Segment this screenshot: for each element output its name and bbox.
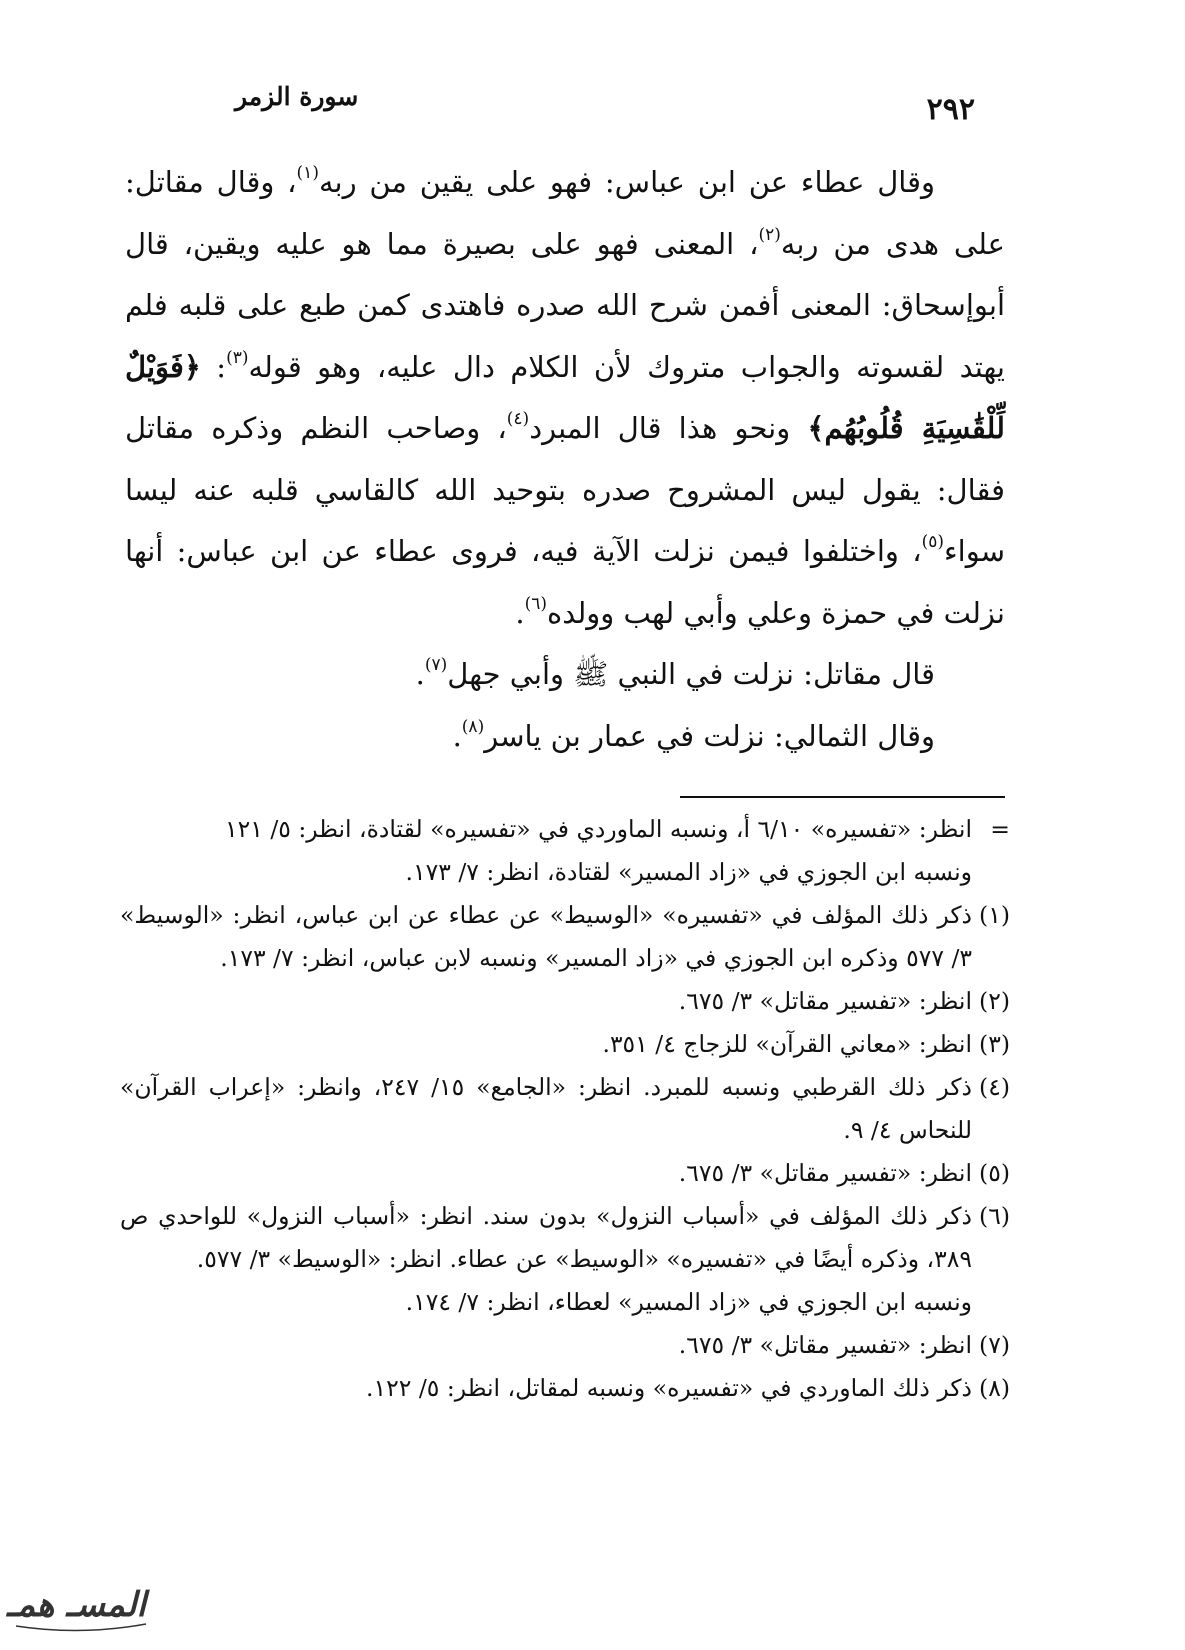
footnotes: [120, 808, 1010, 1410]
footnote-mark: (٤): [979, 1073, 1010, 1101]
footnote-3: [120, 1023, 1010, 1066]
footnote-mark: (٨): [979, 1374, 1010, 1402]
footnote-ref-6: (٦): [524, 593, 548, 614]
footnote-ref-5: (٥): [921, 532, 945, 552]
footnote-ref-8: (٨): [461, 716, 485, 737]
main-text: [125, 152, 1005, 767]
footnote-mark: (٣): [979, 1030, 1010, 1058]
page-number: ٢٩٢: [926, 92, 975, 127]
text-span: ، واختلفوا فيمن نزلت الآية فيه، فروى عطاء عن ابن عباس: أنها نزلت في حمزة وعلي وأبي لهب وولده: [125, 534, 1005, 630]
text-span: .: [452, 718, 462, 753]
footnote-mark: (٢): [979, 987, 1010, 1015]
footnote-ref-4: (٤): [506, 409, 530, 429]
quran-verse: ﴿فَوَيْلٌ لِّلْقَٰسِيَةِ قُلُوبُهُم﴾: [125, 349, 1005, 445]
page-header: [235, 78, 975, 128]
text-span: :: [200, 349, 227, 384]
footnote-text: انظر: «تفسيره» ٦/١٠ أ، ونسبه الماوردي في «تفسيره» لقتادة، انظر: ٥/ ١٢١: [224, 815, 972, 843]
footnote-5: [120, 1152, 1010, 1195]
text-span: ونحو هذا قال المبرد: [529, 411, 808, 445]
footnote-4: [120, 1066, 1010, 1152]
running-title: سورة الزمر: [235, 82, 359, 111]
paragraph-3: [125, 706, 1005, 768]
footnote-text: انظر: «معاني القرآن» للزجاج ٤/ ٣٥١.: [602, 1030, 972, 1058]
footnote-mark: =: [990, 815, 1010, 843]
footnote-ref-3: (٣): [226, 347, 249, 368]
text-span: قال مقاتل: نزلت في النبي ﷺ وأبي جهل: [447, 657, 935, 691]
footnote-ref-7: (٧): [424, 655, 448, 675]
text-span: ، وصاحب النظم وذكره مقاتل فقال: يقول ليس المشروح صدره بتوحيد الله كالقاسي قلبه عنه ليسا سواء: [125, 411, 1005, 568]
footnote-mark: (١): [979, 901, 1010, 929]
watermark-logo: [6, 1578, 156, 1638]
footnote-text: ذكر ذلك المؤلف في «تفسيره» «الوسيط» عن عطاء عن ابن عباس، انظر: «الوسيط» ٣/ ٥٧٧ وذكره ابن الجوزي في «زاد المسير» ونسبه لابن عباس، انظر: ٧/ ١٧٣.: [120, 901, 972, 972]
footnote-8: [120, 1367, 1010, 1410]
footnote-text: انظر: «تفسير مقاتل» ٣/ ٦٧٥.: [678, 1331, 972, 1359]
footnote-ref-2: (٢): [758, 224, 781, 245]
text-span: ، المعنى فهو على بصيرة مما هو عليه ويقين، قال أبوإسحاق: المعنى أفمن شرح الله صدره فاهتدى كمن طبع على قلبه فلم يهتد لقسوته والجواب متروك لأن الكلام دال عليه، وهو قوله: [125, 226, 1005, 384]
footnote-ref-1: (١): [296, 163, 319, 183]
footnote-text: انظر: «تفسير مقاتل» ٣/ ٦٧٥.: [678, 1159, 972, 1187]
footnote-text: انظر: «تفسير مقاتل» ٣/ ٦٧٥.: [678, 987, 972, 1015]
text-span: ، وقال مقاتل: على هدى من ربه: [125, 165, 1005, 261]
footnote-2: [120, 980, 1010, 1023]
watermark-text: المسـ همـ: [6, 1585, 146, 1625]
footnote-continuation: [120, 808, 1010, 851]
footnote-7: [120, 1324, 1010, 1367]
footnote-text-continued: ونسبه ابن الجوزي في «زاد المسير» لقتادة، انظر: ٧/ ١٧٣.: [405, 858, 972, 886]
footnote-separator: [680, 796, 1005, 798]
text-span: وقال الثمالي: نزلت في عمار بن ياسر: [484, 718, 935, 753]
footnote-mark: (٧): [979, 1331, 1010, 1359]
text-span: وقال عطاء عن ابن عباس: فهو على يقين من ربه: [318, 165, 935, 199]
text-span: .: [415, 657, 425, 691]
footnote-mark: (٦): [979, 1202, 1010, 1230]
paragraph-2: [125, 644, 1005, 706]
footnote-mark: (٥): [979, 1159, 1010, 1187]
footnote-1: [120, 894, 1010, 980]
footnote-text: ذكر ذلك القرطبي ونسبه للمبرد. انظر: «الجامع» ١٥/ ٢٤٧، وانظر: «إعراب القرآن» للنحاس ٤/ ٩.: [120, 1073, 972, 1144]
footnote-6: [120, 1195, 1010, 1281]
paragraph-1: [125, 152, 1005, 644]
footnote-text-continued: ونسبه ابن الجوزي في «زاد المسير» لعطاء، انظر: ٧/ ١٧٤.: [405, 1288, 972, 1316]
footnote-text: ذكر ذلك المؤلف في «أسباب النزول» بدون سند. انظر: «أسباب النزول» للواحدي ص ٣٨٩، وذكره أيضًا في «تفسيره» «الوسيط» عن عطاء. انظر: «الوسيط» ٣/ ٥٧٧.: [120, 1202, 972, 1273]
footnote-text: ذكر ذلك الماوردي في «تفسيره» ونسبه لمقاتل، انظر: ٥/ ١٢٢.: [365, 1374, 972, 1402]
text-span: .: [515, 595, 525, 630]
